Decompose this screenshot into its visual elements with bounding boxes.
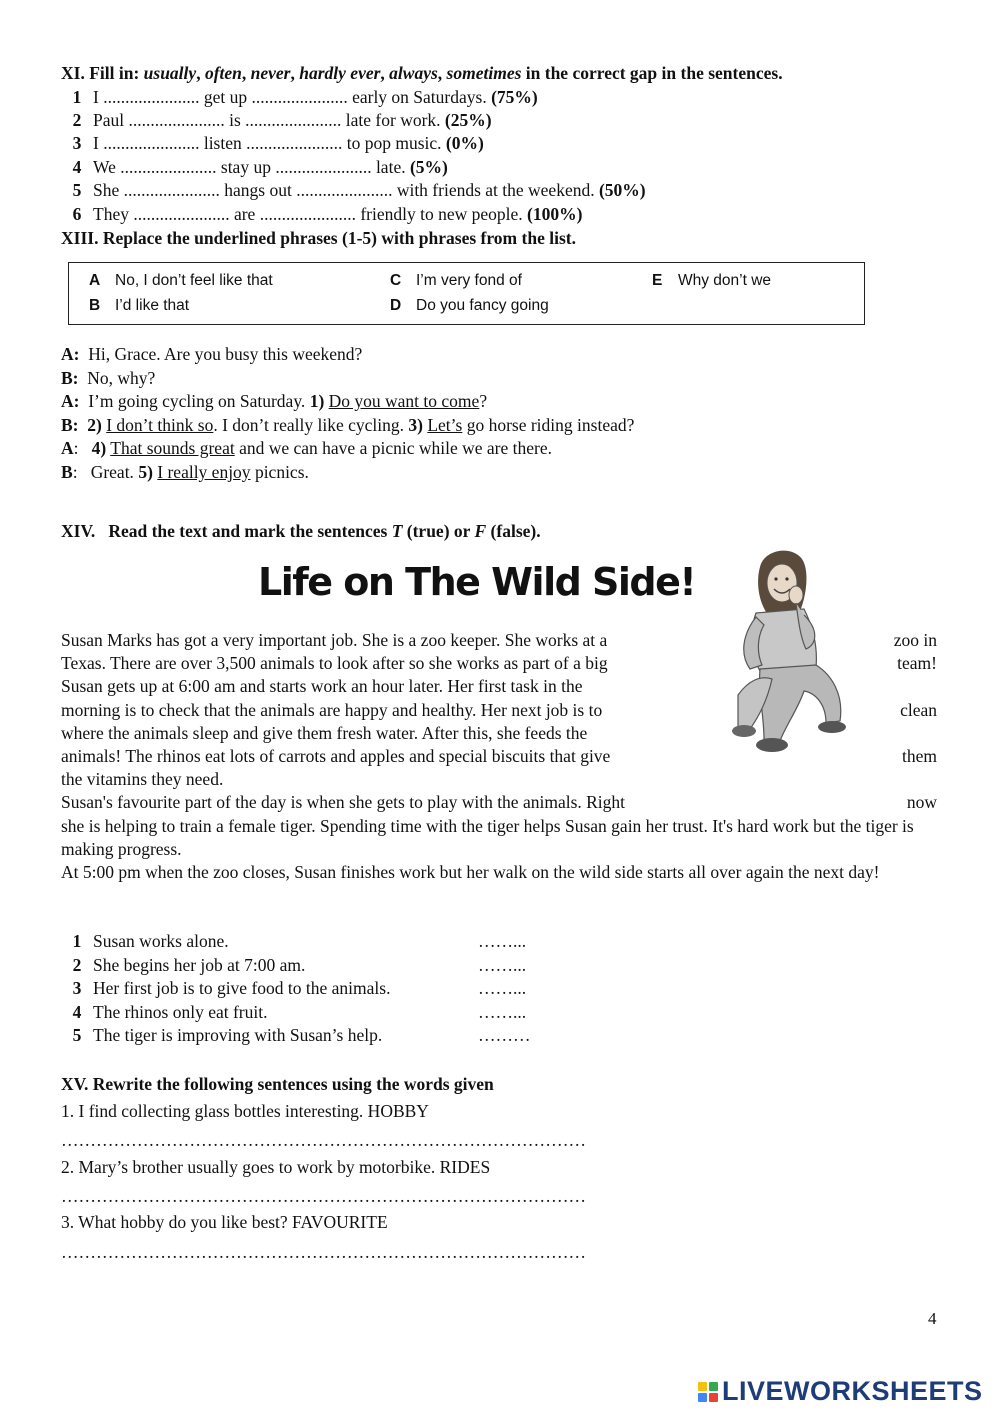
true-false-statement[interactable]: 4 The rhinos only eat fruit. ……...	[61, 1001, 267, 1024]
rewrite-prompt: 2. Mary’s brother usually goes to work by motorbike. RIDES	[61, 1157, 491, 1177]
liveworksheets-brand	[698, 1376, 983, 1407]
option-d: D Do you fancy going	[390, 297, 549, 314]
reading-text	[61, 629, 937, 884]
text-line: Susan gets up at 6:00 am and starts work an hour later. Her first task in the	[61, 676, 583, 697]
answer-blank[interactable]: ……...	[478, 931, 527, 951]
underlined-phrase-4[interactable]: That sounds great	[110, 438, 235, 458]
fill-in-sentence[interactable]: 6 They ...................... are ...................... friendly to new people. (100%)	[72, 204, 583, 224]
option-c: C I’m very fond of	[390, 272, 522, 289]
rewrite-answer-line[interactable]: ………………………………………………………………………………	[61, 1242, 586, 1262]
fill-in-sentence[interactable]: 3 I ...................... listen ...................... to pop music. (0%)	[72, 133, 484, 153]
text-line: Texas. There are over 3,500 animals to look after so she works as part of a big team!	[61, 653, 937, 674]
fill-in-sentence[interactable]: 5 She ...................... hangs out ...................... with friends at the weekend. (50%)	[72, 180, 646, 200]
dialogue-line: A: 4) That sounds great and we can have a picnic while we are there.	[61, 438, 552, 458]
option-a: A No, I don’t feel like that	[89, 272, 273, 289]
answer-blank[interactable]: ………	[478, 1025, 531, 1045]
rewrite-prompt: 1. I find collecting glass bottles interesting. HOBBY	[61, 1101, 429, 1121]
underlined-phrase-3[interactable]: Let’s	[427, 415, 463, 435]
text-line: Susan's favourite part of the day is when she gets to play with the animals. Right now	[61, 792, 937, 813]
section-xiv-heading: XIV. Read the text and mark the sentences T (true) or F (false).	[61, 521, 541, 541]
dialogue-line: A: Hi, Grace. Are you busy this weekend?	[61, 344, 363, 364]
true-false-statement[interactable]: 3 Her first job is to give food to the animals. ……...	[61, 977, 390, 1000]
option-e: E Why don’t we	[652, 272, 772, 289]
underlined-phrase-1[interactable]: Do you want to come	[328, 391, 480, 411]
text-line: where the animals sleep and give them fresh water. After this, she feeds the	[61, 722, 588, 743]
dialogue-line: B: Great. 5) I really enjoy picnics.	[61, 462, 309, 482]
brand-name: LIVEWORKSHEETS	[722, 1376, 983, 1406]
phrase-options-box	[68, 262, 865, 325]
true-false-statement[interactable]: 2 She begins her job at 7:00 am. ……...	[61, 954, 305, 977]
section-xiii-heading: XIII. Replace the underlined phrases (1-5) with phrases from the list.	[61, 228, 576, 248]
page-number: 4	[928, 1309, 937, 1328]
section-xv-heading: XV. Rewrite the following sentences using the words given	[61, 1074, 494, 1094]
answer-blank[interactable]: ……...	[478, 978, 527, 998]
text-paragraph: At 5:00 pm when the zoo closes, Susan finishes work but her walk on the wild side starts all over again the next day!	[61, 862, 880, 883]
true-false-statement[interactable]: 5 The tiger is improving with Susan’s help. ………	[61, 1024, 382, 1047]
dialogue-line: A: I’m going cycling on Saturday. 1) Do you want to come?	[61, 391, 488, 411]
text-line: Susan Marks has got a very important job. She is a zoo keeper. She works at a zoo in	[61, 630, 937, 650]
liveworksheets-logo-icon	[698, 1382, 718, 1402]
option-b: B I’d like that	[89, 297, 190, 314]
rewrite-answer-line[interactable]: ………………………………………………………………………………	[61, 1186, 586, 1206]
fill-in-sentence[interactable]: 1 I ...................... get up ...................... early on Saturdays. (75%)	[72, 87, 538, 107]
text-paragraph: she is helping to train a female tiger. Spending time with the tiger helps Susan gain her trust. It's hard work but the tiger is making progress.	[61, 815, 914, 859]
text-line: the vitamins they need.	[61, 769, 224, 790]
reading-title: Life on The Wild Side!	[258, 560, 696, 604]
section-xi-heading: XI. Fill in: usually, often, never, hardly ever, always, sometimes in the correct gap in the sentences.	[61, 63, 783, 83]
true-false-statement[interactable]: 1 Susan works alone. ……...	[61, 930, 229, 953]
rewrite-answer-line[interactable]: ………………………………………………………………………………	[61, 1130, 586, 1150]
fill-in-sentence[interactable]: 2 Paul ...................... is ...................... late for work. (25%)	[72, 110, 492, 130]
answer-blank[interactable]: ……...	[478, 1002, 527, 1022]
dialogue-line: B: 2) I don’t think so. I don’t really like cycling. 3) Let’s go horse riding instead?	[61, 415, 635, 435]
underlined-phrase-5[interactable]: I really enjoy	[157, 462, 251, 482]
text-line: morning is to check that the animals are happy and healthy. Her next job is to clean	[61, 699, 937, 720]
fill-in-sentence[interactable]: 4 We ...................... stay up ...................... late. (5%)	[72, 157, 448, 177]
rewrite-prompt: 3. What hobby do you like best? FAVOURITE	[61, 1212, 388, 1232]
dialogue-line: B: No, why?	[61, 368, 156, 388]
text-line: animals! The rhinos eat lots of carrots and apples and special biscuits that give them	[61, 746, 937, 767]
underlined-phrase-2[interactable]: I don’t think so	[106, 415, 214, 435]
answer-blank[interactable]: ……...	[478, 955, 527, 975]
